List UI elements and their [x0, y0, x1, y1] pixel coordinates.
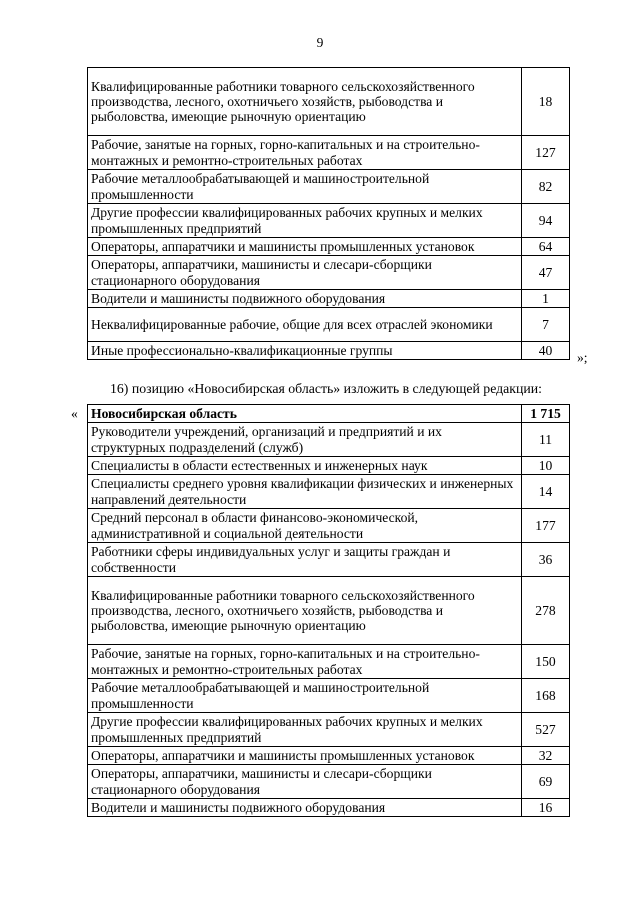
novosibirsk-table: [87, 404, 570, 817]
table-row: [88, 256, 570, 290]
row-label: Квалифицированные работники товарного сельскохозяйственного производства, лесного, охотничьего хозяйств, рыбоводства и рыболовства, имеющие рыночную ориентацию: [88, 577, 522, 645]
row-value: 64: [522, 238, 570, 256]
row-value: 32: [522, 747, 570, 765]
row-value: 18: [522, 68, 570, 136]
table-row: [88, 68, 570, 136]
region-total: 1 715: [522, 405, 570, 423]
row-value: 47: [522, 256, 570, 290]
row-value: 1: [522, 290, 570, 308]
row-label: Средний персонал в области финансово-экономической, административной и социальной деятельности: [88, 509, 522, 543]
page-number: 9: [316, 35, 324, 50]
table-row: [88, 679, 570, 713]
row-label: Рабочие металлообрабатывающей и машиностроительной промышленности: [88, 679, 522, 713]
row-value: 127: [522, 136, 570, 170]
table-row: [88, 204, 570, 238]
row-label: Специалисты среднего уровня квалификации физических и инженерных направлений деятельности: [88, 475, 522, 509]
region-name: Новосибирская область: [88, 405, 522, 423]
closing-quote: »;: [577, 350, 588, 365]
row-value: 527: [522, 713, 570, 747]
row-label: Другие профессии квалифицированных рабочих крупных и мелких промышленных предприятий: [88, 713, 522, 747]
row-value: 40: [522, 342, 570, 360]
row-label: Водители и машинисты подвижного оборудования: [88, 290, 522, 308]
row-label: Руководители учреждений, организаций и предприятий и их структурных подразделений (служб): [88, 423, 522, 457]
table-row: [88, 423, 570, 457]
row-label: Квалифицированные работники товарного сельскохозяйственного производства, лесного, охотничьего хозяйств, рыбоводства и рыболовства, имеющие рыночную ориентацию: [88, 68, 522, 136]
table-row: [88, 170, 570, 204]
table-row: [88, 747, 570, 765]
opening-quote: «: [71, 406, 78, 421]
table-row: [88, 238, 570, 256]
table-row: [88, 765, 570, 799]
row-label: Водители и машинисты подвижного оборудования: [88, 799, 522, 817]
row-label: Специалисты в области естественных и инженерных наук: [88, 457, 522, 475]
row-value: 278: [522, 577, 570, 645]
table-row: [88, 475, 570, 509]
row-value: 14: [522, 475, 570, 509]
row-value: 10: [522, 457, 570, 475]
table-row: [88, 457, 570, 475]
row-label: Неквалифицированные рабочие, общие для всех отраслей экономики: [88, 308, 522, 342]
row-value: 16: [522, 799, 570, 817]
row-value: 11: [522, 423, 570, 457]
table-row: [88, 308, 570, 342]
row-label: Рабочие, занятые на горных, горно-капитальных и на строительно-монтажных и ремонтно-строительных работах: [88, 645, 522, 679]
row-label: Операторы, аппаратчики и машинисты промышленных установок: [88, 747, 522, 765]
table-row: [88, 577, 570, 645]
row-label: Рабочие металлообрабатывающей и машиностроительной промышленности: [88, 170, 522, 204]
table-row: [88, 290, 570, 308]
row-label: Иные профессионально-квалификационные группы: [88, 342, 522, 360]
table-row: [88, 543, 570, 577]
table-row: [88, 342, 570, 360]
row-label: Рабочие, занятые на горных, горно-капитальных и на строительно-монтажных и ремонтно-строительных работах: [88, 136, 522, 170]
row-label: Работники сферы индивидуальных услуг и защиты граждан и собственности: [88, 543, 522, 577]
row-label: Операторы, аппаратчики, машинисты и слесари-сборщики стационарного оборудования: [88, 256, 522, 290]
row-label: Другие профессии квалифицированных рабочих крупных и мелких промышленных предприятий: [88, 204, 522, 238]
row-value: 69: [522, 765, 570, 799]
table-header-row: [88, 405, 570, 423]
table-row: [88, 799, 570, 817]
table-row: [88, 645, 570, 679]
row-value: 36: [522, 543, 570, 577]
row-value: 177: [522, 509, 570, 543]
row-value: 168: [522, 679, 570, 713]
row-value: 150: [522, 645, 570, 679]
row-value: 7: [522, 308, 570, 342]
table-row: [88, 509, 570, 543]
amendment-paragraph: 16) позицию «Новосибирская область» изложить в следующей редакции:: [110, 381, 542, 396]
table-row: [88, 136, 570, 170]
occupation-table-continued: [87, 67, 570, 360]
row-value: 94: [522, 204, 570, 238]
row-label: Операторы, аппаратчики, машинисты и слесари-сборщики стационарного оборудования: [88, 765, 522, 799]
table-row: [88, 713, 570, 747]
row-label: Операторы, аппаратчики и машинисты промышленных установок: [88, 238, 522, 256]
row-value: 82: [522, 170, 570, 204]
